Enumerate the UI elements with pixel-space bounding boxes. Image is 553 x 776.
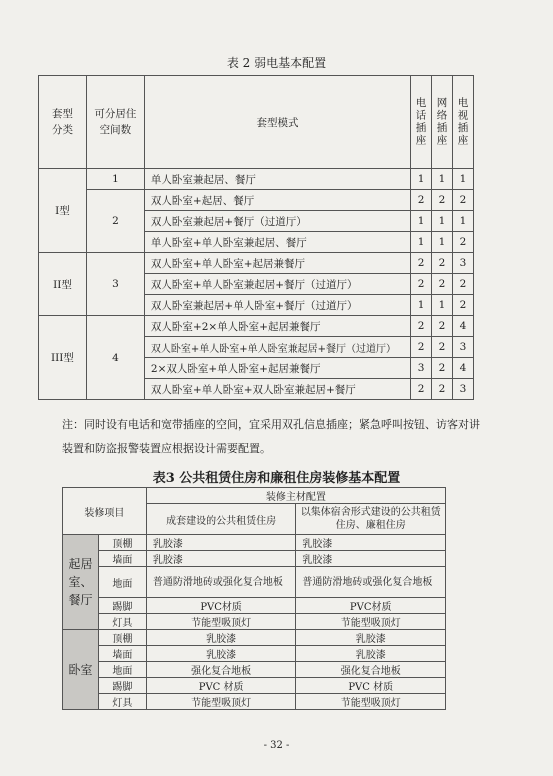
- col2-cell: PVC 材质: [296, 678, 446, 694]
- tv-cell: 4: [452, 316, 473, 337]
- table-row: [39, 316, 474, 337]
- phone-cell: 2: [411, 379, 432, 400]
- item-cell: 墙面: [98, 551, 146, 567]
- spaces-cell: 1: [86, 169, 144, 190]
- net-cell: 2: [432, 253, 453, 274]
- item-cell: 墙面: [98, 646, 146, 662]
- table3-caption: 表3 公共租赁住房和廉租住房装修基本配置: [152, 471, 401, 486]
- header-tv: 电视插座: [452, 76, 473, 169]
- col2-cell: 普通防滑地砖或强化复合地板: [296, 567, 446, 598]
- phone-cell: 3: [411, 358, 432, 379]
- table-row: [63, 598, 446, 614]
- header-item: 装修项目: [63, 488, 147, 535]
- net-cell: 2: [432, 358, 453, 379]
- col2-cell: 乳胶漆: [296, 551, 446, 567]
- table-row: [63, 694, 446, 710]
- tv-cell: 2: [452, 274, 473, 295]
- col2-cell: PVC材质: [296, 598, 446, 614]
- table2-caption: 表 2 弱电基本配置: [226, 56, 327, 70]
- pattern-cell: 2×双人卧室+单人卧室+起居兼餐厅: [144, 358, 410, 379]
- header-type: 套型分类: [39, 76, 87, 169]
- table-row: [63, 614, 446, 630]
- phone-cell: 2: [411, 274, 432, 295]
- col2-cell: 乳胶漆: [296, 630, 446, 646]
- item-cell: 顶棚: [98, 535, 146, 551]
- table-row: [63, 535, 446, 551]
- table-row: [63, 662, 446, 678]
- item-cell: 踢脚: [98, 598, 146, 614]
- net-cell: 2: [432, 190, 453, 211]
- type-cell: I型: [39, 169, 87, 253]
- net-cell: 2: [432, 316, 453, 337]
- table-row: [63, 646, 446, 662]
- phone-cell: 2: [411, 316, 432, 337]
- header-col2: 以集体宿舍形式建设的公共租赁住房、廉租住房: [296, 504, 446, 535]
- phone-cell: 2: [411, 253, 432, 274]
- tv-cell: 3: [452, 379, 473, 400]
- item-cell: 踢脚: [98, 678, 146, 694]
- header-col1: 成套建设的公共租赁住房: [146, 504, 296, 535]
- col1-cell: 乳胶漆: [146, 630, 296, 646]
- decoration-config-table: [62, 487, 446, 710]
- col2-cell: 乳胶漆: [296, 535, 446, 551]
- table-row: [63, 551, 446, 567]
- table-row: [63, 567, 446, 598]
- table-row: [63, 678, 446, 694]
- net-cell: 2: [432, 274, 453, 295]
- col1-cell: 强化复合地板: [146, 662, 296, 678]
- net-cell: 1: [432, 295, 453, 316]
- col1-cell: 乳胶漆: [146, 646, 296, 662]
- phone-cell: 1: [411, 211, 432, 232]
- tv-cell: 1: [452, 169, 473, 190]
- group-label: 起居室、餐厅: [63, 535, 99, 630]
- table-row: [39, 190, 474, 211]
- spaces-cell: 4: [86, 316, 144, 400]
- page-number: - 32 -: [263, 740, 290, 751]
- col2-cell: 乳胶漆: [296, 646, 446, 662]
- tv-cell: 2: [452, 232, 473, 253]
- tv-cell: 2: [452, 190, 473, 211]
- table2-note: 注：同时设有电话和宽带插座的空间，宜采用双孔信息插座；紧急呼叫按钮、访客对讲装置和防盗报警装置应根据设计需要配置。: [62, 418, 480, 455]
- header-network: 网络插座: [432, 76, 453, 169]
- item-cell: 灯具: [98, 694, 146, 710]
- header-main: 装修主材配置: [146, 488, 445, 504]
- col1-cell: 普通防滑地砖或强化复合地板: [146, 567, 296, 598]
- phone-cell: 2: [411, 337, 432, 358]
- pattern-cell: 单人卧室+单人卧室兼起居、餐厅: [144, 232, 410, 253]
- pattern-cell: 双人卧室兼起居+单人卧室+餐厅（过道厅）: [144, 295, 410, 316]
- tv-cell: 4: [452, 358, 473, 379]
- table-row: [63, 630, 446, 646]
- col2-cell: 节能型吸顶灯: [296, 694, 446, 710]
- tv-cell: 1: [452, 211, 473, 232]
- col1-cell: 节能型吸顶灯: [146, 694, 296, 710]
- pattern-cell: 双人卧室+2×单人卧室+起居兼餐厅: [144, 316, 410, 337]
- net-cell: 2: [432, 379, 453, 400]
- pattern-cell: 双人卧室兼起居+餐厅（过道厅）: [144, 211, 410, 232]
- pattern-cell: 双人卧室+单人卧室+起居兼餐厅: [144, 253, 410, 274]
- pattern-cell: 双人卧室+单人卧室+双人卧室兼起居+餐厅: [144, 379, 410, 400]
- header-pattern: 套型模式: [144, 76, 410, 169]
- group-label: 卧室: [63, 630, 99, 710]
- col2-cell: 节能型吸顶灯: [296, 614, 446, 630]
- col1-cell: PVC材质: [146, 598, 296, 614]
- col2-cell: 强化复合地板: [296, 662, 446, 678]
- tv-cell: 2: [452, 295, 473, 316]
- type-cell: III型: [39, 316, 87, 400]
- col1-cell: PVC 材质: [146, 678, 296, 694]
- col1-cell: 乳胶漆: [146, 535, 296, 551]
- pattern-cell: 单人卧室兼起居、餐厅: [144, 169, 410, 190]
- type-cell: II型: [39, 253, 87, 316]
- pattern-cell: 双人卧室+单人卧室+单人卧室兼起居+餐厅（过道厅）: [144, 337, 410, 358]
- item-cell: 地面: [98, 662, 146, 678]
- col1-cell: 节能型吸顶灯: [146, 614, 296, 630]
- net-cell: 1: [432, 211, 453, 232]
- table-row: [39, 253, 474, 274]
- weak-current-config-table: [38, 75, 474, 400]
- header-spaces: 可分居住空间数: [86, 76, 144, 169]
- phone-cell: 2: [411, 190, 432, 211]
- phone-cell: 1: [411, 295, 432, 316]
- item-cell: 地面: [98, 567, 146, 598]
- header-phone: 电话插座: [411, 76, 432, 169]
- net-cell: 1: [432, 232, 453, 253]
- net-cell: 1: [432, 169, 453, 190]
- tv-cell: 3: [452, 337, 473, 358]
- pattern-cell: 双人卧室+起居、餐厅: [144, 190, 410, 211]
- spaces-cell: 3: [86, 253, 144, 316]
- pattern-cell: 双人卧室+单人卧室兼起居+餐厅（过道厅）: [144, 274, 410, 295]
- phone-cell: 1: [411, 232, 432, 253]
- item-cell: 顶棚: [98, 630, 146, 646]
- col1-cell: 乳胶漆: [146, 551, 296, 567]
- spaces-cell: 2: [86, 190, 144, 253]
- net-cell: 2: [432, 337, 453, 358]
- table-row: [39, 169, 474, 190]
- tv-cell: 3: [452, 253, 473, 274]
- phone-cell: 1: [411, 169, 432, 190]
- item-cell: 灯具: [98, 614, 146, 630]
